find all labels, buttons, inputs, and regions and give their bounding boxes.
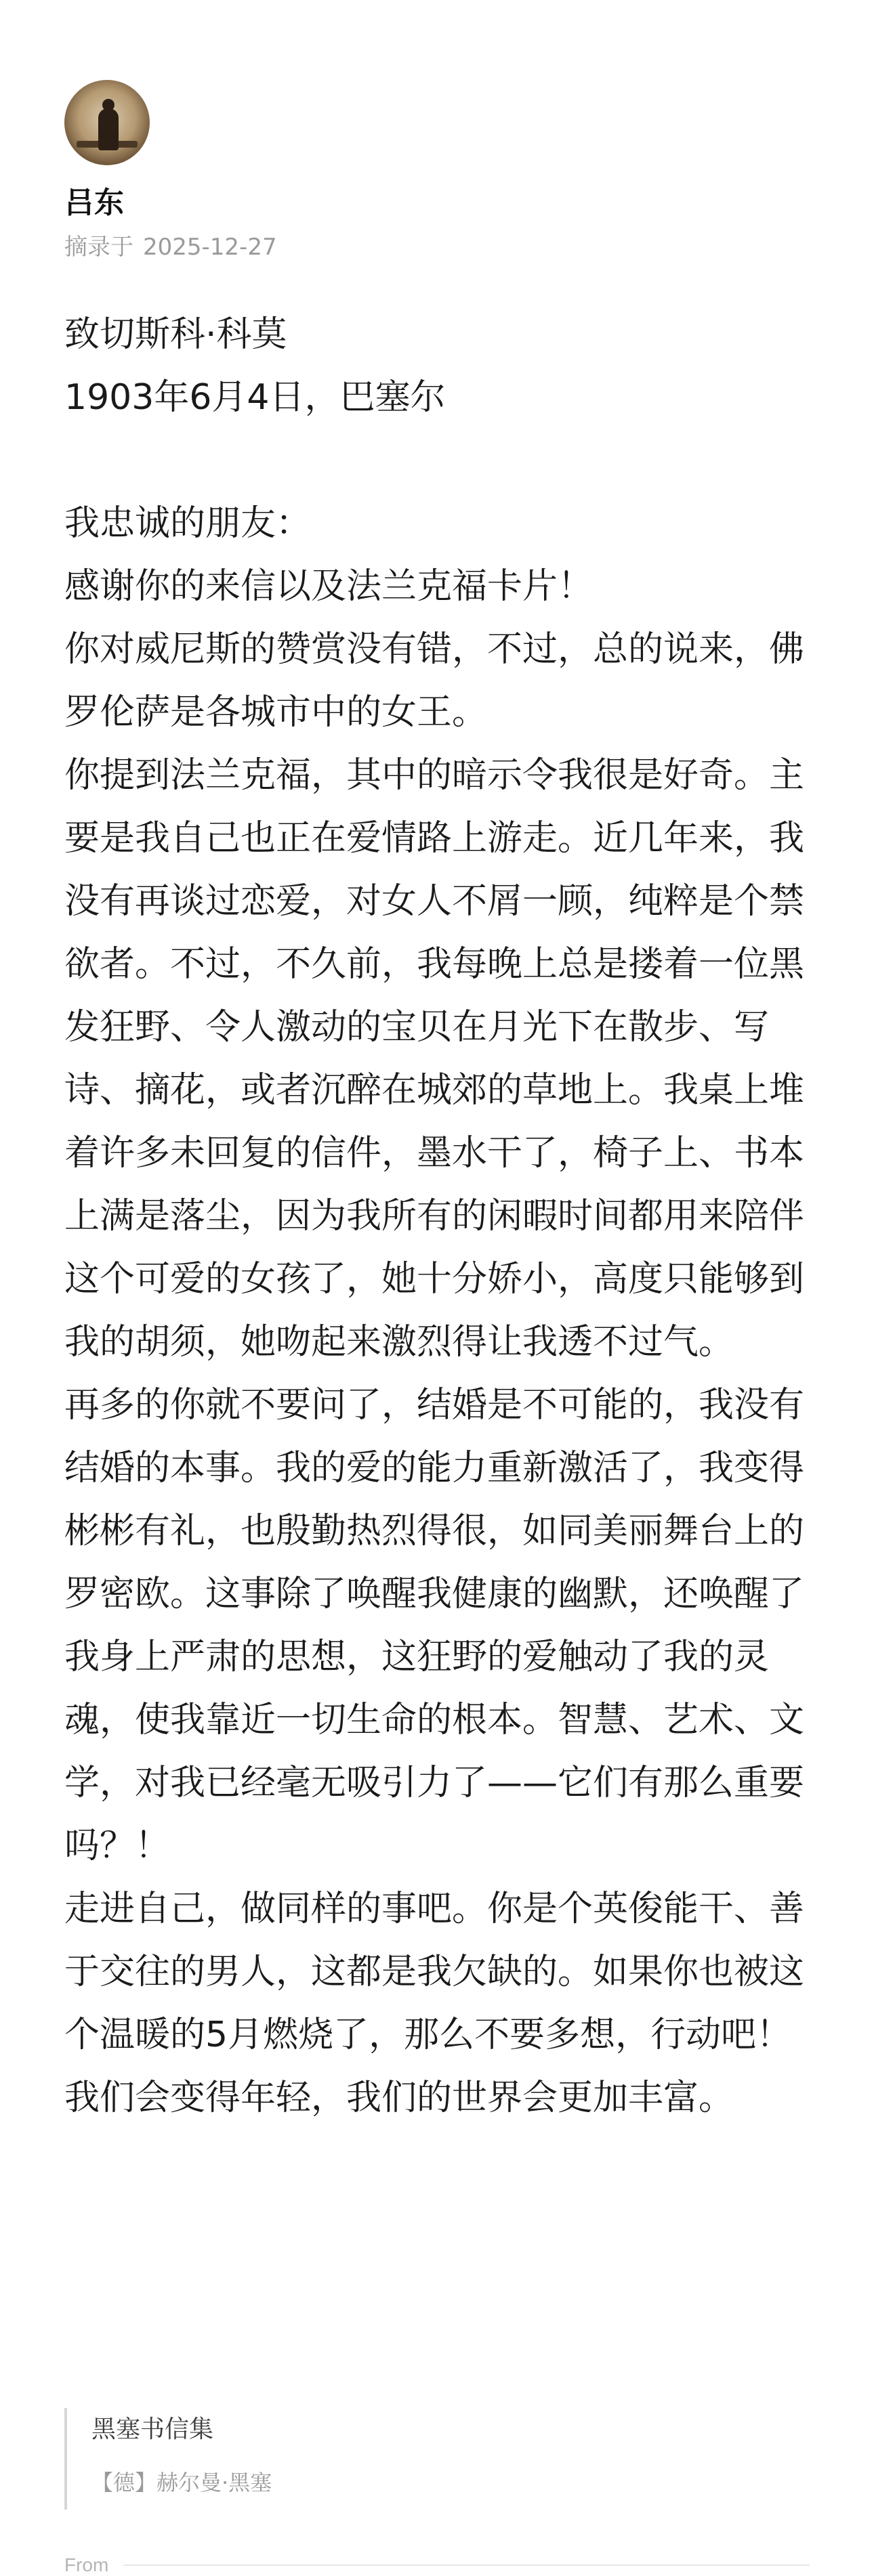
- excerpt-meta-prefix: 摘录于: [64, 234, 133, 261]
- letter-paragraph: 我忠诚的朋友：: [64, 503, 312, 544]
- author-name[interactable]: 吕东: [64, 186, 124, 220]
- avatar-head-shape: [102, 99, 115, 111]
- letter-date-place: 1903年6月4日，巴塞尔: [64, 377, 446, 418]
- letter-paragraph: 你提到法兰克福，其中的暗示令我很是好奇。主要是我自己也正在爱情路上游走。近几年来，我没有再谈过恋爱，对女人不屑一顾，纯粹是个禁欲者。不过，不久前，我每晚上总是搂着一位黑发狂野、令人激动的宝贝在月光下在散步、写诗、摘花，或者沉醉在城郊的草地上。我桌上堆着许多未回复的信件，墨水干了，椅子上、书本上满是落尘，因为我所有的闲暇时间都用来陪伴这个可爱的女孩了，她十分娇小，高度只能够到我的胡须，她吻起来激烈得让我透不过气。: [64, 755, 805, 1362]
- excerpt-meta: [64, 232, 277, 263]
- divider-line: [123, 2564, 810, 2566]
- letter-spacer: [64, 429, 810, 492]
- from-divider: [64, 2554, 810, 2576]
- letter-body: [64, 303, 810, 2130]
- letter-paragraph: 你对威尼斯的赞赏没有错，不过，总的说来，佛罗伦萨是各城市中的女王。: [64, 629, 805, 733]
- book-source-card[interactable]: [64, 2408, 810, 2510]
- from-label: From: [64, 2554, 109, 2575]
- excerpt-date: 2025-12-27: [143, 234, 277, 261]
- letter-recipient: 致切斯科·科莫: [64, 314, 287, 355]
- letter-paragraph: 感谢你的来信以及法兰克福卡片！: [64, 566, 594, 607]
- book-title[interactable]: 黑塞书信集: [91, 2416, 214, 2443]
- letter-paragraph: 再多的你就不要问了，结婚是不可能的，我没有结婚的本事。我的爱的能力重新激活了，我变得彬彬有礼，也殷勤热烈得很，如同美丽舞台上的罗密欧。这事除了唤醒我健康的幽默，还唤醒了我身上严肃的思想，这狂野的爱触动了我的灵魂，使我靠近一切生命的根本。智慧、艺术、文学，对我已经毫无吸引力了——它们有那么重要吗？！: [64, 1385, 805, 1866]
- author-avatar-wrap[interactable]: [64, 80, 150, 165]
- avatar[interactable]: [64, 80, 150, 165]
- letter-paragraph: 走进自己，做同样的事吧。你是个英俊能干、善于交往的男人，这都是我欠缺的。如果你也被这个温暖的5月燃烧了，那么不要多想，行动吧！我们会变得年轻，我们的世界会更加丰富。: [64, 1889, 805, 2118]
- book-author: 【德】赫尔曼·黑塞: [91, 2470, 272, 2495]
- avatar-figure-shape: [98, 108, 119, 150]
